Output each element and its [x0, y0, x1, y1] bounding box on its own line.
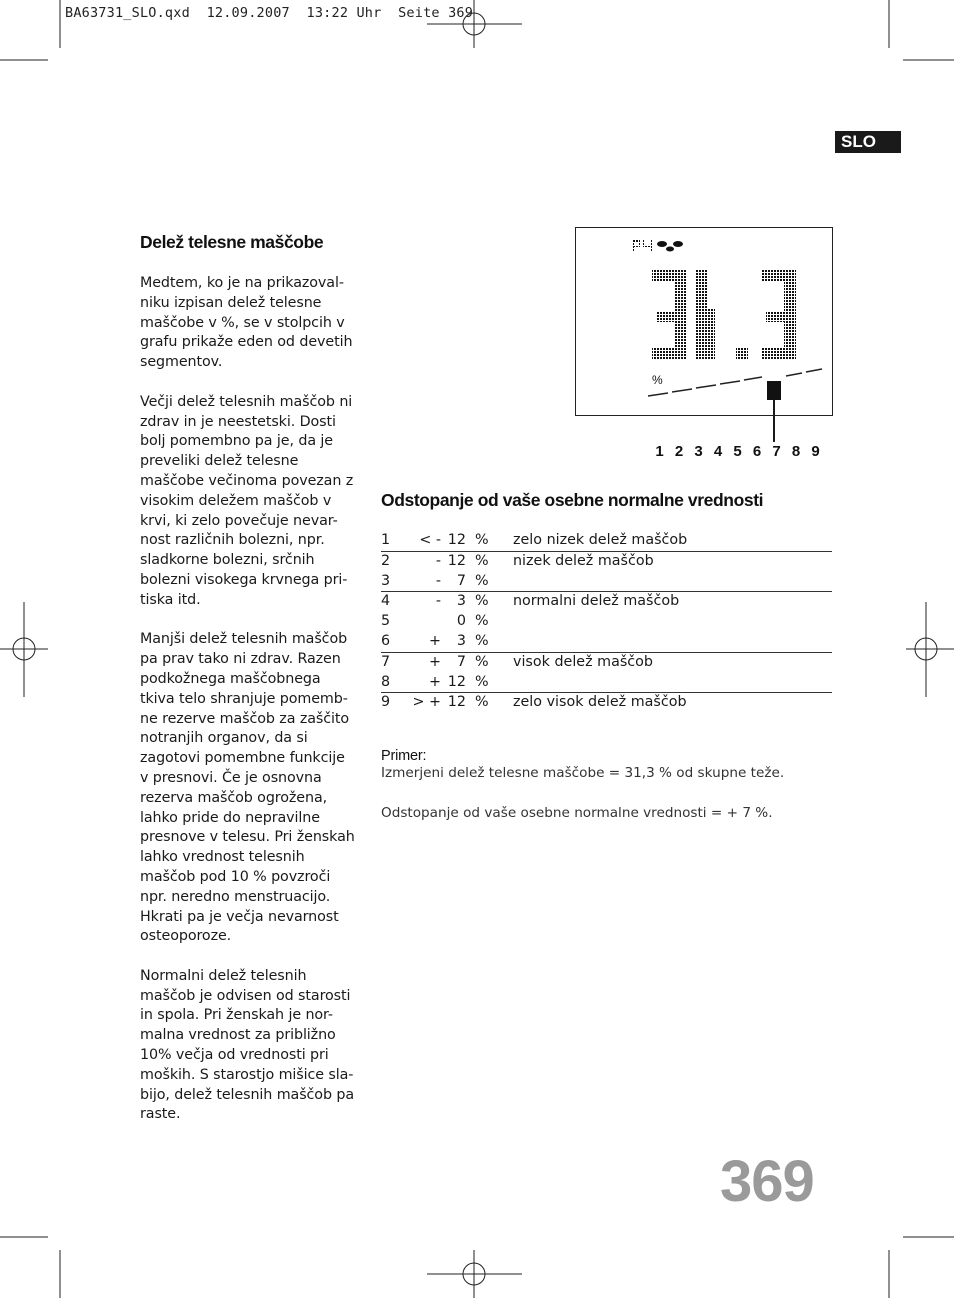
deviation-row [381, 673, 832, 693]
scale-number: 4 [713, 443, 723, 460]
row-sign: + [429, 653, 441, 670]
row-unit: % [475, 613, 489, 630]
row-sign: - [435, 593, 441, 610]
paragraph-3: Manjši delež telesnih maščob pa prav tako ni zdrav. Razen podkožnega maščobnega tkiva telo shranjuje pomemb- ne rezerve maščob za zaščito notranjih organov, da si zagotovi pomembne funkcije v presnovi. Če je osnovna rezerva maščob ogrožena, lahko pride do nepravilne presnove v telesu. Pri ženskah lahko vrednost telesnih maščob pod 10 % povzroči npr. neredno menstruacijo. Hkrati pa je večja nevarnost osteoporoze. [140, 631, 355, 945]
scale-number: 2 [674, 443, 684, 460]
deviation-row [381, 531, 832, 551]
row-sign [411, 612, 441, 632]
row-number: 3 [381, 572, 411, 592]
left-column [140, 232, 355, 1125]
page-number: 369 [720, 1149, 814, 1214]
row-number: 9 [381, 694, 391, 711]
row-description [513, 632, 832, 652]
deviation-table [381, 531, 832, 713]
deviation-row [381, 592, 832, 612]
row-description [513, 673, 832, 693]
scale-display [575, 227, 833, 416]
row-number: 8 [381, 673, 411, 693]
row-sign: < - [411, 531, 441, 551]
row-description: nizek delež maščob [513, 552, 654, 569]
row-unit: % [466, 673, 513, 693]
row-description [513, 612, 832, 632]
row-description: zelo nizek delež maščob [513, 531, 832, 551]
row-description: visok delež maščob [513, 653, 653, 670]
deviation-row [381, 572, 832, 592]
user-code-indicator [632, 240, 652, 252]
user-profile-icon [657, 241, 683, 252]
example-deviation: Odstopanje od vaše osebne normalne vrednosti = + 7 %. [381, 804, 773, 821]
row-number: 7 [381, 653, 391, 670]
row-unit: % [475, 694, 489, 711]
row-unit: % [466, 572, 513, 592]
file-info-header: BA63731_SLO.qxd 12.09.2007 13:22 Uhr Seite 369 [65, 5, 474, 21]
deviation-row [381, 632, 832, 652]
scale-number: 1 [655, 443, 664, 460]
deviation-row [381, 551, 832, 571]
row-number: 1 [381, 531, 411, 551]
row-description: zelo visok delež maščob [513, 694, 687, 711]
paragraph-2: Večji delež telesnih maščob ni zdrav in je neestetski. Dosti bolj pomembno pa je, da je preveliki delež telesne maščobe večinoma povezan z visokim deležem maščob v krvi, ki zelo povečuje nevar- nost različnih bolezni, npr. sladkorne bolezni, srčnih bolezni visokega krvnega pri- tiska itd. [140, 393, 354, 608]
row-number: 2 [381, 552, 391, 569]
active-segment [767, 381, 781, 400]
segment-bar [648, 369, 822, 396]
row-unit: % [466, 531, 513, 551]
language-badge: SLO [835, 131, 901, 153]
reading-digits [652, 270, 796, 360]
segment-pointer-line [773, 400, 775, 442]
example-block [381, 748, 851, 823]
row-unit: % [475, 653, 489, 670]
row-sign: > + [412, 694, 441, 711]
paragraph-1: Medtem, ko je na prikazoval- niku izpisan delež telesne maščobe v %, se v stolpcih v grafu prikaže eden od devetih segmentov. [140, 275, 353, 371]
row-unit: % [466, 632, 513, 652]
row-number: 6 [381, 632, 411, 652]
row-sign: + [411, 632, 441, 652]
scale-number: 3 [694, 443, 703, 460]
row-unit: % [475, 593, 489, 610]
row-value: 12 [447, 552, 466, 569]
row-value: 3 [441, 632, 466, 652]
row-value: 3 [456, 593, 466, 610]
row-description: normalni delež maščob [513, 593, 680, 610]
scale-number: 5 [733, 443, 742, 460]
row-sign: - [435, 552, 441, 569]
row-value: 12 [447, 694, 466, 711]
example-measured: Izmerjeni delež telesne maščobe = 31,3 % od skupne teže. [381, 765, 785, 781]
row-number: 4 [381, 593, 391, 610]
segment-scale-numbers [650, 443, 825, 460]
row-value: 0 [456, 613, 466, 630]
row-unit: % [475, 552, 489, 569]
row-value: 12 [441, 531, 466, 551]
row-value: 7 [456, 653, 466, 670]
scale-number: 6 [752, 443, 762, 460]
scale-number: 9 [811, 443, 820, 460]
scale-number: 7 [772, 443, 781, 460]
row-value: 7 [441, 572, 466, 592]
deviation-row [381, 612, 832, 632]
display-unit: % [652, 373, 663, 387]
paragraph-4: Normalni delež telesnih maščob je odvisen od starosti in spola. Pri ženskah je nor- malna vrednost za približno 10% večja od vrednosti pri moških. S starostjo mišice sla- bijo, delež telesnih maščob pa raste. [140, 967, 355, 1123]
row-value: 12 [441, 673, 466, 693]
deviation-row [381, 693, 832, 713]
example-label: Primer: [381, 748, 427, 764]
scale-number: 8 [791, 443, 801, 460]
row-description [513, 572, 832, 592]
row-sign: + [411, 673, 441, 693]
display-graphic [576, 228, 832, 415]
section-heading-body-fat: Delež telesne maščobe [140, 232, 324, 252]
row-number: 5 [381, 613, 391, 630]
section-heading-deviation: Odstopanje od vaše osebne normalne vrednosti [381, 490, 764, 510]
deviation-row [381, 652, 832, 672]
row-sign: - [411, 572, 441, 592]
